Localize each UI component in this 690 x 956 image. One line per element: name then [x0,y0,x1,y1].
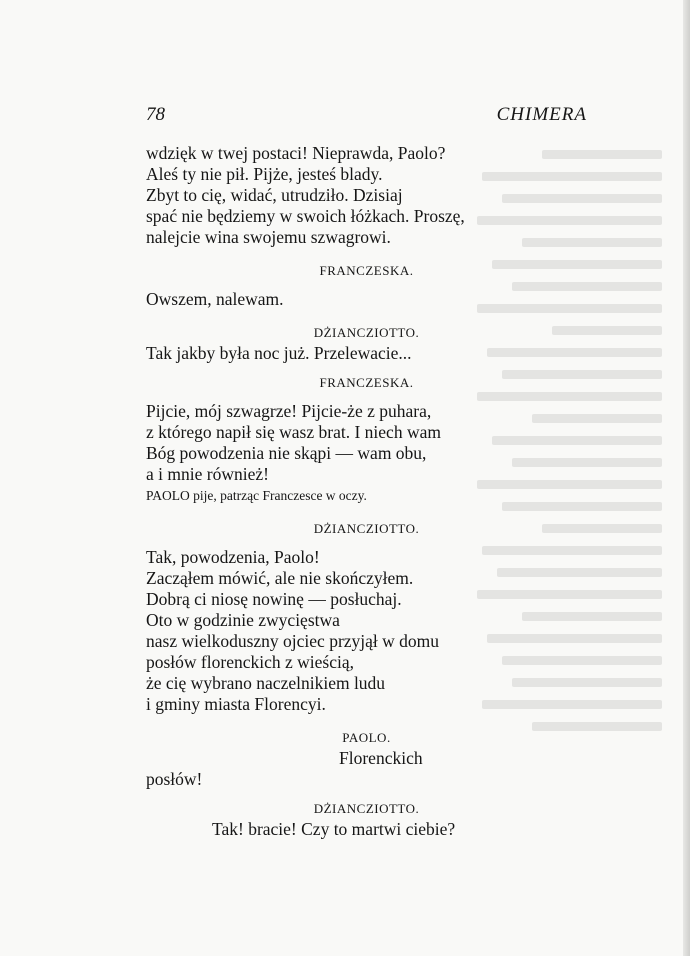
speaker-name: FRANCZESKA. [319,263,414,278]
verse-line: Zbyt to cię, widać, utrudziło. Dzisiaj [146,185,403,205]
verse-line: Oto w godzinie zwycięstwa [146,610,340,630]
verse-line: Zacząłem mówić, ale nie skończyłem. [146,568,414,588]
text-body [146,143,587,840]
verse-line: nalejcie wina swojemu szwagrowi. [146,227,391,247]
verse-line: że cię wybrano naczelnikiem ludu [146,673,386,693]
page-header [146,104,587,130]
verse-line: Tak! bracie! Czy to martwi ciebie? [212,819,456,839]
speaker-name: FRANCZESKA. [319,375,414,390]
verse-line: Owszem, nalewam. [146,289,284,309]
verse-line: Pijcie, mój szwagrze! Pijcie-że z puhara, [146,401,432,421]
speaker-name: DŻIANCZIOTTO. [313,325,420,340]
verse-line: Dobrą ci niosę nowinę — posłuchaj. [146,589,402,609]
verse-line: a i mnie również! [146,464,269,484]
speaker-name: PAOLO. [342,730,391,745]
verse-line: posłów florenckich z wieścią, [146,652,354,672]
verse-line: wdzięk w twej postaci! Nieprawda, Paolo? [146,143,446,163]
verse-line: Aleś ty nie pił. Pijże, jesteś blady. [146,164,383,184]
verse-line: Bóg powodzenia nie skąpi — wam obu, [146,443,427,463]
verse-line: nasz wielkoduszny ojciec przyjął w domu [146,631,440,651]
verse-line: Florenckich [339,748,423,768]
verse-line: Tak, powodzenia, Paolo! [146,547,320,567]
page-edge [683,0,690,956]
page-number: 78 [146,104,165,125]
stage-direction: PAOLO pije, patrząc Franczesce w oczy. [146,488,367,503]
speaker-name: DŻIANCZIOTTO. [313,521,420,536]
running-title: CHIMERA [496,104,587,125]
verse-line: posłów! [146,769,203,789]
verse-line: Tak jakby była noc już. Przelewacie... [146,343,412,363]
verse-line: i gminy miasta Florencyi. [146,694,326,714]
verse-line: spać nie będziemy w swoich łóżkach. Proszę, [146,206,465,226]
verse-line: z którego napił się wasz brat. I niech wam [146,422,441,442]
speaker-name: DŻIANCZIOTTO. [313,801,420,816]
